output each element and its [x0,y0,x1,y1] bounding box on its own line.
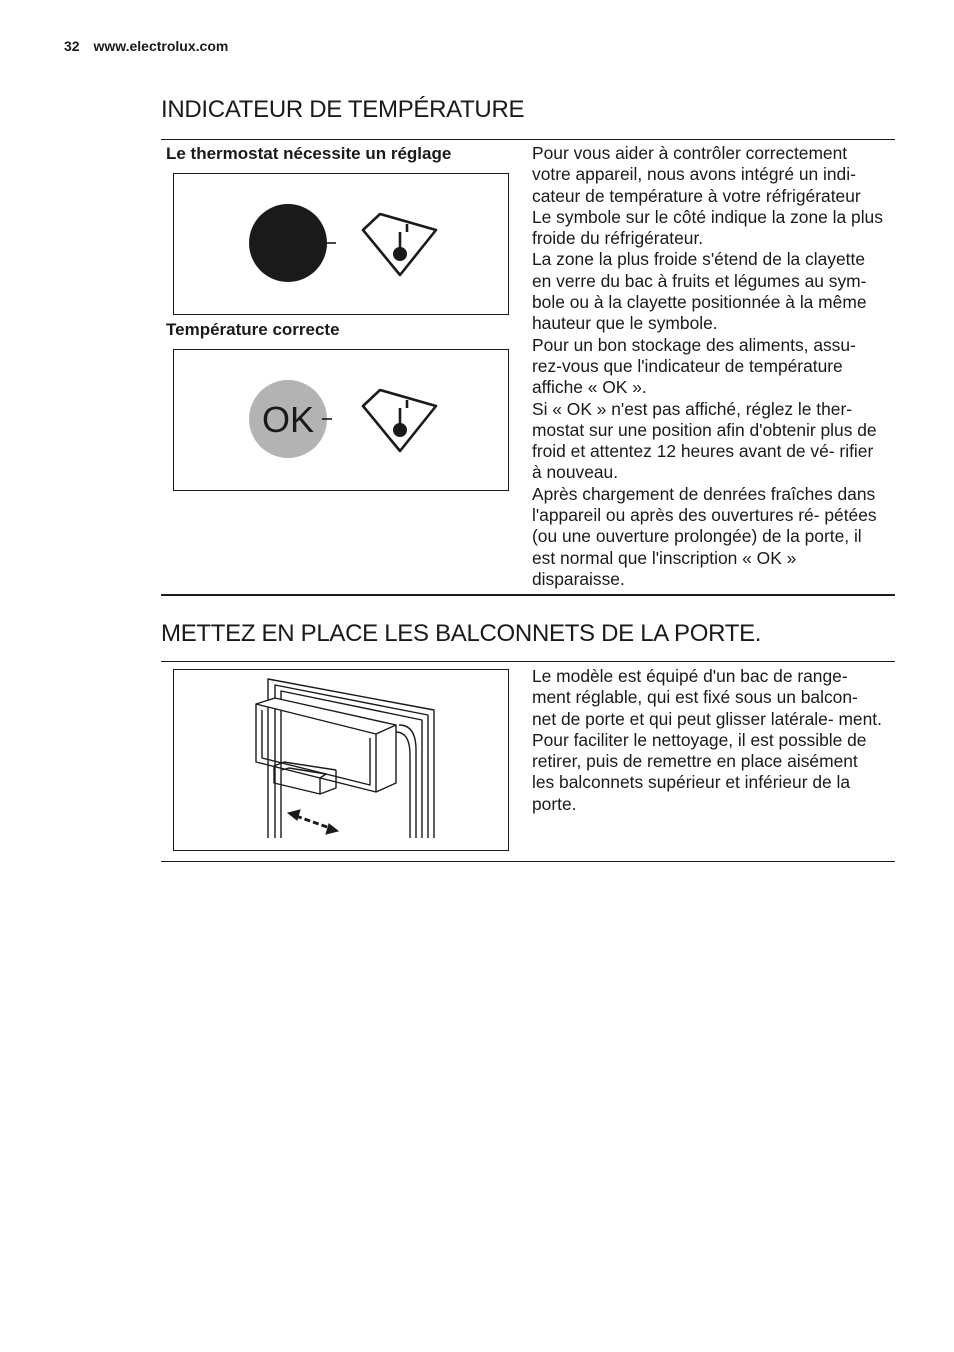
paragraph: La zone la plus froide s'étend de la clayette en verre du bac à fruits et légumes au sym- bole ou à la clayette positionnée à la même hauteur que le symbole. [532,249,867,334]
figure-door-shelf [173,669,509,851]
section-bottom-rule [161,861,895,862]
figure-indicator-adjust [173,173,509,315]
indicator-ok-label: OK [261,399,315,440]
paragraph: Après chargement de denrées fraîches dans l'appareil ou après des ouvertures ré- pétées (ou une ouverture prolongée) de la porte, il est normal que l'inscription « OK » disparaisse. [532,483,877,589]
paragraph: Pour un bon stockage des aliments, assu- rez-vous que l'indicateur de température affiche « OK ». [532,334,856,398]
slide-direction-arrow-icon [288,810,338,834]
temperature-indicator-description [532,143,884,590]
paragraph: Pour vous aider à contrôler correctement votre appareil, nous avons intégré un indi- cateur de température à votre réfrigérateur [532,143,861,206]
door-shelf-illustration [174,670,508,850]
indicator-dark-circle [249,204,327,282]
section-title-door-shelves: METTEZ EN PLACE LES BALCONNETS DE LA PORTE. [161,620,762,647]
indicator-adjust-illustration [174,174,508,314]
website-link[interactable]: www.electrolux.com [93,38,229,54]
page-number: 32 [64,38,80,54]
section-top-rule [161,139,895,140]
paragraph: Si « OK » n'est pas affiché, réglez le ther- mostat sur une position afin d'obtenir plus de froid et attentez 12 heures avant de vé- rifier à nouveau. [532,398,877,483]
cold-zone-symbol-icon [363,390,436,451]
caption-correct-temperature: Température correcte [166,320,340,339]
paragraph: Pour faciliter le nettoyage, il est possible de retirer, puis de remettre en place aisément les balconnets supérieur et inférieur de la porte. [532,729,867,814]
page-header [64,38,228,54]
section-top-rule [161,661,895,662]
figure-indicator-ok [173,349,509,491]
door-shelves-description [532,666,884,815]
indicator-ok-illustration [174,350,508,490]
section-title-temperature-indicator: INDICATEUR DE TEMPÉRATURE [161,96,525,123]
paragraph: Le modèle est équipé d'un bac de range- ment réglable, qui est fixé sous un balcon- net de porte et qui peut glisser latérale- ment. [532,666,882,729]
caption-thermostat-adjust: Le thermostat nécessite un réglage [166,144,452,163]
section-bottom-rule [161,594,895,596]
cold-zone-symbol-icon [363,214,436,275]
paragraph: Le symbole sur le côté indique la zone la plus froide du réfrigérateur. [532,206,883,249]
